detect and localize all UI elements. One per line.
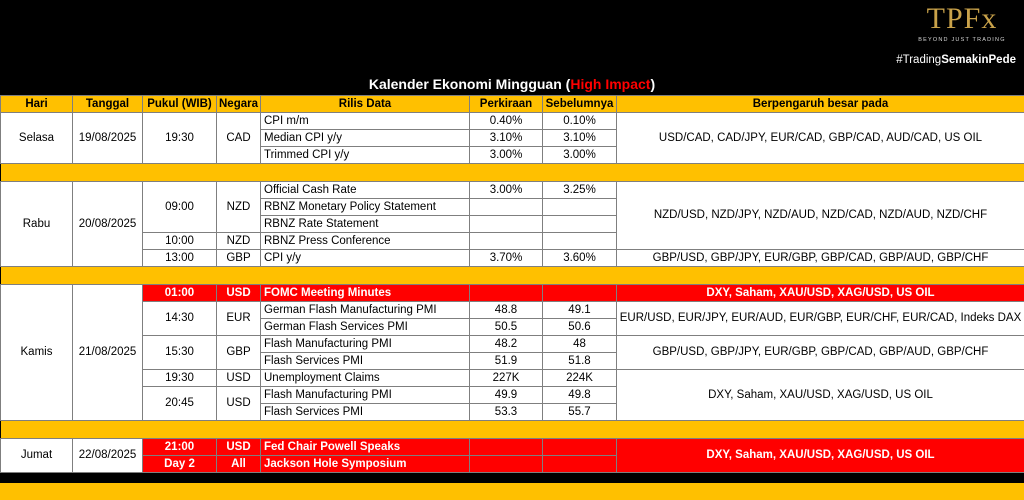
previous-cell: 3.00% <box>543 147 617 164</box>
time-cell: 01:00 <box>143 285 217 302</box>
time-cell: 21:00 <box>143 439 217 456</box>
previous-cell: 49.8 <box>543 387 617 404</box>
day-cell: Selasa <box>1 113 73 164</box>
release-cell: Flash Manufacturing PMI <box>261 387 470 404</box>
day-cell: Kamis <box>1 285 73 421</box>
country-cell: USD <box>217 387 261 421</box>
previous-cell <box>543 199 617 216</box>
forecast-cell <box>470 199 543 216</box>
previous-cell: 0.10% <box>543 113 617 130</box>
table-row <box>1 302 1024 319</box>
date-cell: 22/08/2025 <box>73 439 143 473</box>
forecast-cell: 0.40% <box>470 113 543 130</box>
release-cell: CPI m/m <box>261 113 470 130</box>
day-cell: Rabu <box>1 182 73 267</box>
previous-cell: 49.1 <box>543 302 617 319</box>
previous-cell: 3.60% <box>543 250 617 267</box>
impact-cell: NZD/USD, NZD/JPY, NZD/AUD, NZD/CAD, NZD/AUD, NZD/CHF <box>617 182 1024 250</box>
release-cell: Fed Chair Powell Speaks <box>261 439 470 456</box>
table-row <box>1 250 1024 267</box>
time-cell: 14:30 <box>143 302 217 336</box>
previous-cell: 55.7 <box>543 404 617 421</box>
release-cell: RBNZ Monetary Policy Statement <box>261 199 470 216</box>
country-cell: EUR <box>217 302 261 336</box>
forecast-cell <box>470 439 543 456</box>
country-cell: NZD <box>217 233 261 250</box>
previous-cell: 50.6 <box>543 319 617 336</box>
day-cell: Jumat <box>1 439 73 473</box>
release-cell: FOMC Meeting Minutes <box>261 285 470 302</box>
forecast-cell: 3.10% <box>470 130 543 147</box>
date-cell: 20/08/2025 <box>73 182 143 267</box>
logo-tagline: BEYOND JUST TRADING <box>918 37 1006 43</box>
forecast-cell: 50.5 <box>470 319 543 336</box>
previous-cell <box>543 456 617 473</box>
release-cell: German Flash Services PMI <box>261 319 470 336</box>
forecast-cell <box>470 456 543 473</box>
time-cell: Day 2 <box>143 456 217 473</box>
impact-cell: GBP/USD, GBP/JPY, EUR/GBP, GBP/CAD, GBP/AUD, GBP/CHF <box>617 250 1024 267</box>
forecast-cell: 3.70% <box>470 250 543 267</box>
col-negara: Negara <box>217 96 261 113</box>
table-row-highlight <box>1 285 1024 302</box>
hashtag-bold: SemakinPede <box>941 54 1016 66</box>
country-cell: GBP <box>217 336 261 370</box>
forecast-cell <box>470 233 543 250</box>
forecast-cell: 53.3 <box>470 404 543 421</box>
footer-bar <box>0 483 1024 500</box>
hashtag <box>896 54 1016 66</box>
date-cell: 21/08/2025 <box>73 285 143 421</box>
release-cell: German Flash Manufacturing PMI <box>261 302 470 319</box>
forecast-cell: 48.2 <box>470 336 543 353</box>
col-tanggal: Tanggal <box>73 96 143 113</box>
col-perkiraan: Perkiraan <box>470 96 543 113</box>
previous-cell: 3.25% <box>543 182 617 199</box>
time-cell: 09:00 <box>143 182 217 233</box>
col-rilis: Rilis Data <box>261 96 470 113</box>
col-hari: Hari <box>1 96 73 113</box>
previous-cell: 224K <box>543 370 617 387</box>
country-cell: NZD <box>217 182 261 233</box>
release-cell: Jackson Hole Symposium <box>261 456 470 473</box>
forecast-cell: 3.00% <box>470 182 543 199</box>
logo-mark: TPFx <box>926 2 998 35</box>
time-cell: 10:00 <box>143 233 217 250</box>
forecast-cell <box>470 216 543 233</box>
table-row-highlight <box>1 439 1024 456</box>
title-end: ) <box>650 76 656 92</box>
country-cell: USD <box>217 370 261 387</box>
separator-row <box>1 267 1024 285</box>
calendar-table <box>0 95 1024 473</box>
tpfx-logo <box>914 2 1010 44</box>
hashtag-prefix: #Trading <box>896 54 942 66</box>
release-cell: Trimmed CPI y/y <box>261 147 470 164</box>
forecast-cell <box>470 285 543 302</box>
separator-row <box>1 421 1024 439</box>
impact-cell: DXY, Saham, XAU/USD, XAG/USD, US OIL <box>617 439 1024 473</box>
col-pengaruh: Berpengaruh besar pada <box>617 96 1024 113</box>
time-cell: 20:45 <box>143 387 217 421</box>
table-row <box>1 336 1024 353</box>
forecast-cell: 3.00% <box>470 147 543 164</box>
forecast-cell: 48.8 <box>470 302 543 319</box>
separator-row <box>1 164 1024 182</box>
forecast-cell: 49.9 <box>470 387 543 404</box>
time-cell: 15:30 <box>143 336 217 370</box>
release-cell: RBNZ Press Conference <box>261 233 470 250</box>
previous-cell <box>543 439 617 456</box>
release-cell: RBNZ Rate Statement <box>261 216 470 233</box>
country-cell: USD <box>217 439 261 456</box>
forecast-cell: 51.9 <box>470 353 543 370</box>
previous-cell: 3.10% <box>543 130 617 147</box>
previous-cell <box>543 285 617 302</box>
release-cell: Official Cash Rate <box>261 182 470 199</box>
country-cell: All <box>217 456 261 473</box>
table-row <box>1 113 1024 130</box>
table-header <box>1 96 1024 113</box>
previous-cell <box>543 216 617 233</box>
release-cell: CPI y/y <box>261 250 470 267</box>
release-cell: Flash Services PMI <box>261 353 470 370</box>
time-cell: 13:00 <box>143 250 217 267</box>
col-pukul: Pukul (WIB) <box>143 96 217 113</box>
title-highlight: High Impact <box>570 76 651 92</box>
impact-cell: GBP/USD, GBP/JPY, EUR/GBP, GBP/CAD, GBP/AUD, GBP/CHF <box>617 336 1024 370</box>
time-cell: 19:30 <box>143 113 217 164</box>
release-cell: Unemployment Claims <box>261 370 470 387</box>
table-row <box>1 370 1024 387</box>
country-cell: CAD <box>217 113 261 164</box>
previous-cell: 48 <box>543 336 617 353</box>
page-title <box>0 74 1024 94</box>
title-main: Kalender Ekonomi Mingguan ( <box>368 76 571 92</box>
impact-cell: DXY, Saham, XAU/USD, XAG/USD, US OIL <box>617 370 1024 421</box>
table-row <box>1 182 1024 199</box>
forecast-cell: 227K <box>470 370 543 387</box>
banner <box>0 0 1024 95</box>
previous-cell <box>543 233 617 250</box>
date-cell: 19/08/2025 <box>73 113 143 164</box>
previous-cell: 51.8 <box>543 353 617 370</box>
impact-cell: USD/CAD, CAD/JPY, EUR/CAD, GBP/CAD, AUD/CAD, US OIL <box>617 113 1024 164</box>
release-cell: Flash Manufacturing PMI <box>261 336 470 353</box>
col-sebelumnya: Sebelumnya <box>543 96 617 113</box>
impact-cell: DXY, Saham, XAU/USD, XAG/USD, US OIL <box>617 285 1024 302</box>
country-cell: USD <box>217 285 261 302</box>
release-cell: Median CPI y/y <box>261 130 470 147</box>
impact-cell: EUR/USD, EUR/JPY, EUR/AUD, EUR/GBP, EUR/CHF, EUR/CAD, Indeks DAX <box>617 302 1024 336</box>
release-cell: Flash Services PMI <box>261 404 470 421</box>
country-cell: GBP <box>217 250 261 267</box>
time-cell: 19:30 <box>143 370 217 387</box>
